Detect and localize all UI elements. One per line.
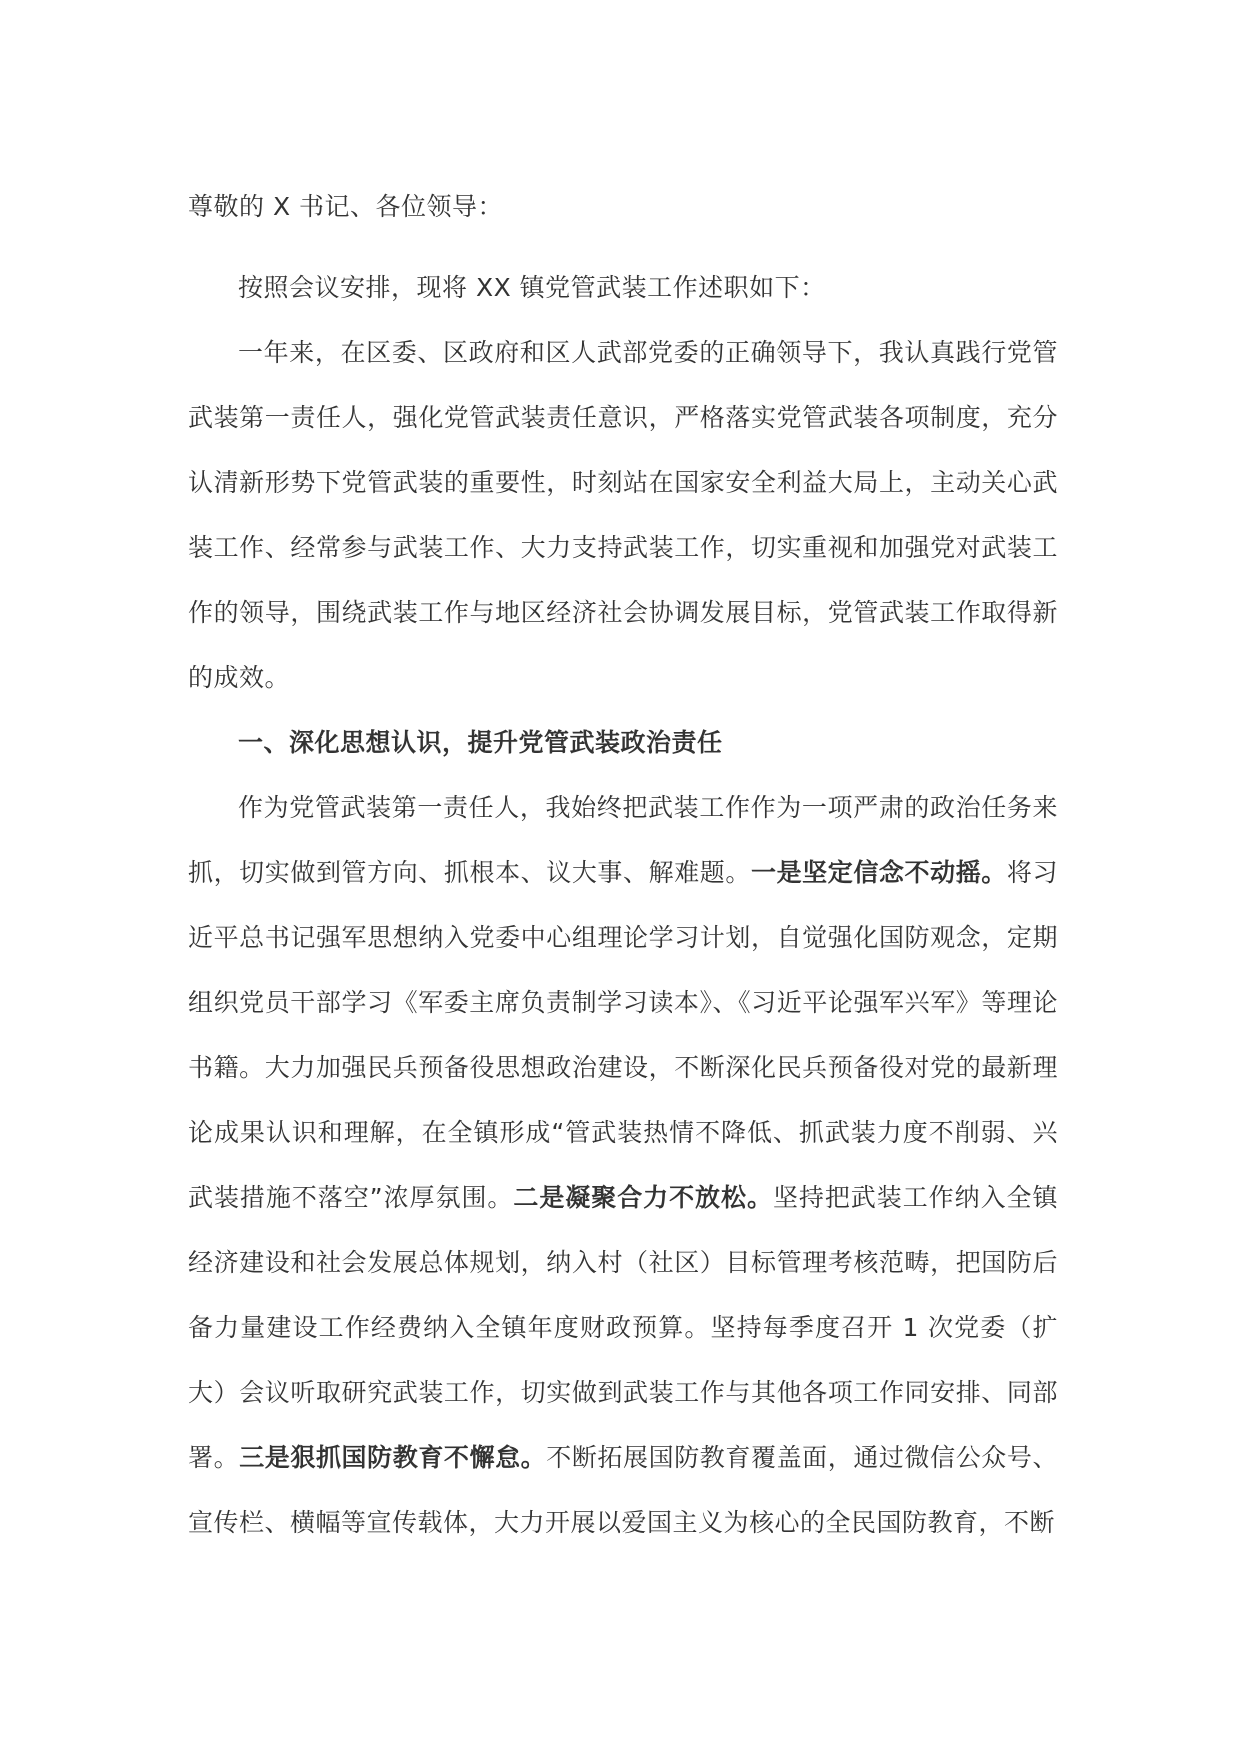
point-2-title: 二是凝聚合力不放松。 <box>513 1183 773 1212</box>
section-paragraph <box>188 775 1058 1555</box>
point-1-title: 一是坚定信念不动摇。 <box>750 858 1007 887</box>
intro-paragraph: 按照会议安排，现将 XX 镇党管武装工作述职如下： <box>238 273 826 302</box>
section-heading: 一、深化思想认识，提升党管武装政治责任 <box>238 728 723 757</box>
point-2-text: 坚持把武装工作纳入全镇经济建设和社会发展总体规划，纳入村（社区）目标管理考核范畴，把国防后备力量建设工作经费纳入全镇年度财政预算。坚持每季度召开 1 次党委（扩大）会议听取研究武装工作，切实做到武装工作与其他各项工作同安排、同部署。 <box>188 1183 1058 1472</box>
salutation: 尊敬的 X 书记、各位领导： <box>188 192 504 221</box>
point-3-title: 三是狠抓国防教育不懈怠。 <box>239 1443 547 1472</box>
point-3-text: 不断拓展国防教育覆盖面，通过微信公众号、宣传栏、横幅等宣传载体，大力开展以爱国主义为核心的全民国防教育，不断 <box>188 1443 1058 1537</box>
section-lead: 作为党管武装第一责任人，我始终把武装工作作为一项严肃的政治任务来抓，切实做到管方向、抓根本、议大事、解难题。 <box>188 793 1058 887</box>
document-body <box>188 174 1058 1555</box>
point-1-text: 将习近平总书记强军思想纳入党委中心组理论学习计划，自觉强化国防观念，定期组织党员干部学习《军委主席负责制学习读本》、《习近平论强军兴军》等理论书籍。大力加强民兵预备役思想政治建设，不断深化民兵预备役对党的最新理论成果认识和理解，在全镇形成“管武装热情不降低、抓武装力度不削弱、兴武装措施不落空”浓厚氛围。 <box>188 858 1058 1212</box>
overview-paragraph: 一年来，在区委、区政府和区人武部党委的正确领导下，我认真践行党管武装第一责任人，强化党管武装责任意识，严格落实党管武装各项制度，充分认清新形势下党管武装的重要性，时刻站在国家安全利益大局上，主动关心武装工作、经常参与武装工作、大力支持武装工作，切实重视和加强党对武装工作的领导，围绕武装工作与地区经济社会协调发展目标，党管武装工作取得新的成效。 <box>188 338 1058 692</box>
